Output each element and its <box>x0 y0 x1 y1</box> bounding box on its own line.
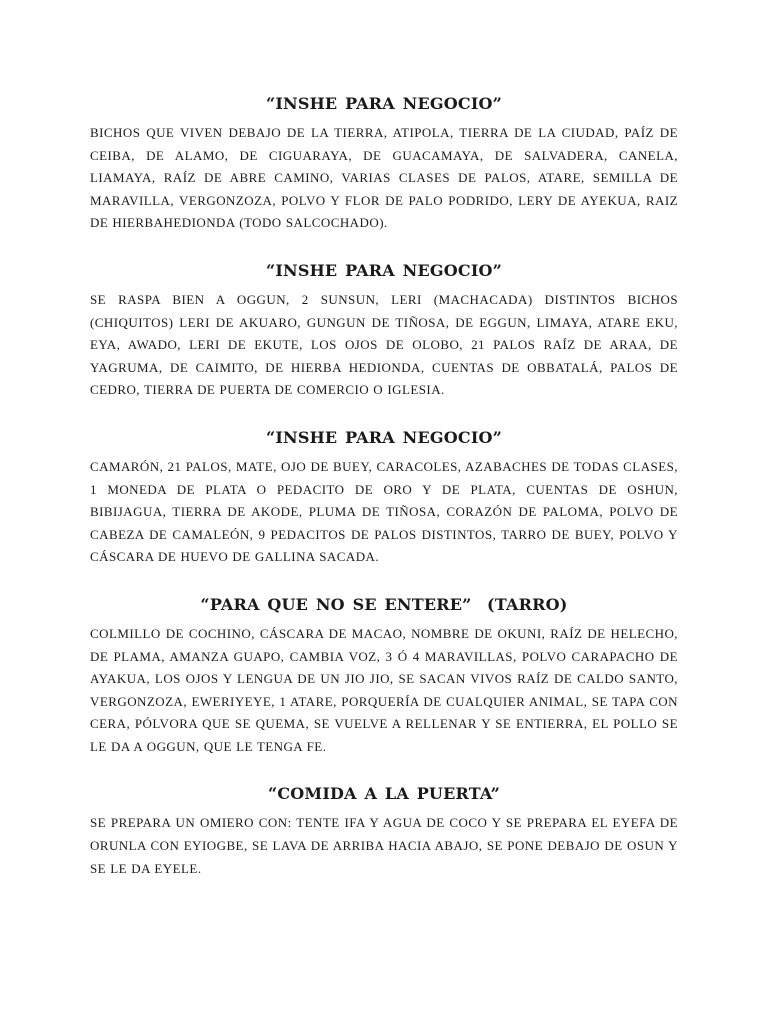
section-title: “INSHE PARA NEGOCIO” <box>265 260 503 280</box>
section-comida-a-la-puerta <box>90 782 678 880</box>
section-body: BICHOS QUE VIVEN DEBAJO DE LA TIERRA, ATIPOLA, TIERRA DE LA CIUDAD, PAÍZ DE CEIBA, DE ALAMO, DE CIGUARAYA, DE GUACAMAYA, DE SALVADERA, CANELA, LIAMAYA, RAÍZ DE ABRE CAMINO, VARIAS CLASES DE PALOS, ATARE, SEMILLA DE MARAVILLA, VERGONZOZA, POLVO Y FLOR DE PALO PODRIDO, LERY DE AYEKUA, RAIZ DE HIERBAHEDIONDA (TODO SALCOCHADO). <box>90 125 678 231</box>
section-title: “INSHE PARA NEGOCIO” <box>265 427 503 447</box>
section-title: “PARA QUE NO SE ENTERE” (TARRO) <box>200 594 568 614</box>
section-inshe-negocio-1 <box>90 92 678 235</box>
section-body: SE RASPA BIEN A OGGUN, 2 SUNSUN, LERI (MACHACADA) DISTINTOS BICHOS (CHIQUITOS) LERI DE AKUARO, GUNGUN DE TIÑOSA, DE EGGUN, LIMAYA, ATARE EKU, EYA, AWADO, LERI DE EKUTE, LOS OJOS DE OLOBO, 21 PALOS RAÍZ DE ARAA, DE YAGRUMA, DE CAIMITO, DE HIERBA HEDIONDA, CUENTAS DE OBBATALÁ, PALOS DE CEDRO, TIERRA DE PUERTA DE COMERCIO O IGLESIA. <box>90 291 678 398</box>
section-body: SE PREPARA UN OMIERO CON: TENTE IFA Y AGUA DE COCO Y SE PREPARA EL EYEFA DE ORUNLA CON EYIOGBE, SE LAVA DE ARRIBA HACIA ABAJO, SE PONE DEBAJO DE OSUN Y SE LE DA EYELE. <box>90 815 678 876</box>
section-inshe-negocio-3 <box>90 426 678 569</box>
section-body: CAMARÓN, 21 PALOS, MATE, OJO DE BUEY, CARACOLES, AZABACHES DE TODAS CLASES, 1 MONEDA DE PLATA O PEDACITO DE ORO Y DE PLATA, CUENTAS DE OSHUN, BIBIJAGUA, TIERRA DE AKODE, PLUMA DE TIÑOSA, CORAZÓN DE PALOMA, POLVO DE CABEZA DE CAMALEÓN, 9 PEDACITOS DE PALOS DISTINTOS, TARRO DE BUEY, POLVO Y CÁSCARA DE HUEVO DE GALLINA SACADA. <box>90 458 678 565</box>
section-body: COLMILLO DE COCHINO, CÁSCARA DE MACAO, NOMBRE DE OKUNI, RAÍZ DE HELECHO, DE PLAMA, AMANZA GUAPO, CAMBIA VOZ, 3 Ó 4 MARAVILLAS, POLVO CARAPACHO DE AYAKUA, LOS OJOS Y LENGUA DE UN JIO JIO, SE SACAN VIVOS RAÍZ DE CALDO SANTO, VERGONZOZA, EWERIYEYE, 1 ATARE, PORQUERÍA DE CUALQUIER ANIMAL, SE TAPA CON CERA, PÓLVORA QUE SE QUEMA, SE VUELVE A RELLENAR Y SE ENTIERRA, EL POLLO SE LE DA A OGGUN, QUE LE TENGA FE. <box>90 625 678 754</box>
document-page <box>90 92 678 904</box>
section-para-que-no-se-entere <box>90 593 678 759</box>
section-inshe-negocio-2 <box>90 259 678 402</box>
section-title: “COMIDA A LA PUERTA” <box>267 784 501 804</box>
section-title: “INSHE PARA NEGOCIO” <box>265 94 503 113</box>
